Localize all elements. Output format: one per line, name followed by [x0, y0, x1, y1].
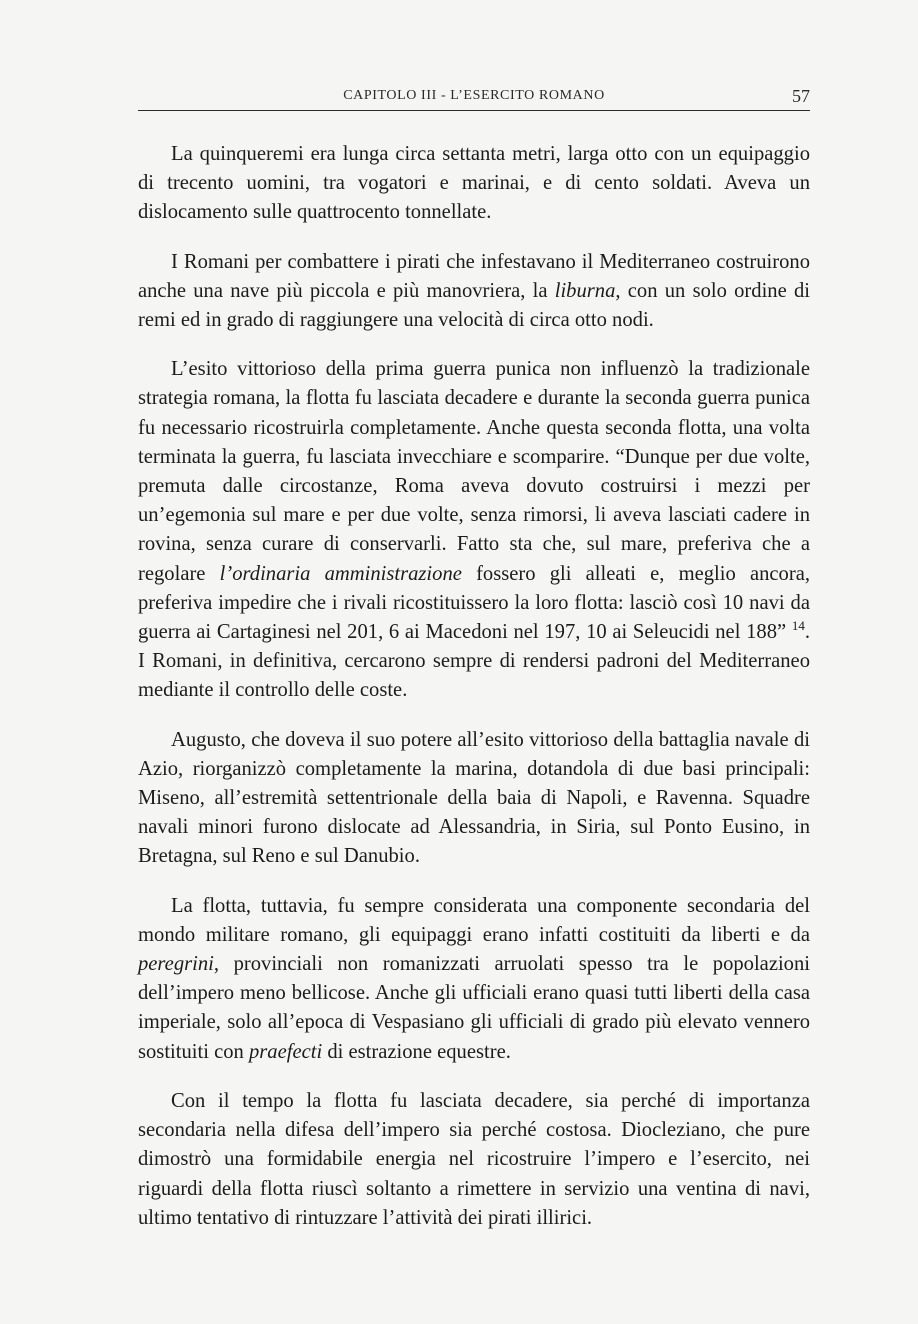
body-text [138, 140, 810, 1253]
paragraph-quinquereme [138, 140, 810, 228]
paragraph-text: Con il tempo la flotta fu lasciata decadere, sia perché di importanza secondaria nella difesa dell’impero sia perché costosa. Diocleziano, che pure dimostrò una formidabile energia nel ricostruire l’impero e l’esercito, nei riguardi della flotta riuscì soltanto a rimettere in servizio una ventina di navi, ultimo tentativo di rintuzzare l’attività dei pirati illirici. [138, 1089, 810, 1229]
paragraph-text: fossero gli alleati e, meglio ancora, preferiva impedire che i rivali ricostituissero la loro flotta: lasciò così 10 navi da guerra ai Cartaginesi nel 201, 6 ai Macedoni nel 197, 10 ai Seleucidi nel 188” [138, 562, 810, 644]
paragraph-augustus [138, 726, 810, 872]
paragraph-text: L’esito vittorioso della prima guerra punica non influenzò la tradizionale strategia romana, la flotta fu lasciata decadere e durante la seconda guerra punica fu necessario ricostruirla completamente. Anche questa seconda flotta, una volta terminata la guerra, fu lasciata invecchiare e scomparire. “Dunque per due volte, premuta dalle circostanze, Roma aveva dovuto costruirsi i mezzi per un’egemonia sul mare e per due volte, senza rimorsi, li aveva lasciati cadere in rovina, senza curare di conservarli. Fatto sta che, sul mare, preferiva che a regolare [138, 358, 810, 585]
paragraph-liburna [138, 248, 810, 336]
paragraph-text: di estrazione equestre. [322, 1040, 511, 1063]
paragraph-fleet-secondary [138, 892, 810, 1067]
chapter-title: CAPITOLO III - L’ESERCITO ROMANO [343, 88, 605, 103]
page-number: 57 [792, 86, 810, 106]
paragraph-text: . I Romani, in definitiva, cercarono sempre di rendersi padroni del Mediterraneo mediante il controllo delle coste. [138, 621, 810, 702]
paragraph-text: I Romani per combattere i pirati che infestavano il Mediterraneo costruirono anche una nave più piccola e più manovriera, la [138, 250, 810, 302]
paragraph-text: La flotta, tuttavia, fu sempre considerata una componente secondaria del mondo militare romano, gli equipaggi erano infatti costituiti da liberti e da [138, 894, 810, 946]
running-header [138, 86, 810, 111]
italic-term: liburna [554, 279, 616, 302]
paragraph-text: , con un solo ordine di remi ed in grado di raggiungere una velocità di circa otto nodi. [138, 279, 810, 332]
paragraph-text: , provinciali non romanizzati arruolati spesso tra le popolazioni dell’impero meno bellicose. Anche gli ufficiali erano quasi tutti liberti della casa imperiale, solo all’epoca di Vespasiano gli ufficiali di grado più elevato vennero sostituiti con [138, 953, 810, 1063]
italic-term: l’ordinaria amministrazione [219, 562, 462, 585]
paragraph-text: Augusto, che doveva il suo potere all’esito vittorioso della battaglia navale di Azio, riorganizzò completamente la marina, dotandola di due basi principali: Miseno, all’estremità settentrionale della baia di Napoli, e Ravenna. Squadre navali minori furono dislocate ad Alessandria, in Siria, sul Ponto Eusino, in Bretagna, sul Reno e sul Danubio. [138, 728, 810, 868]
footnote-marker: 14 [791, 618, 805, 634]
italic-term: peregrini [138, 953, 214, 976]
paragraph-punic-war [138, 355, 810, 705]
paragraph-text: La quinqueremi era lunga circa settanta metri, larga otto con un equipaggio di trecento uomini, tra vogatori e marinai, e di cento soldati. Aveva un dislocamento sulle quattrocento tonnellate. [138, 143, 810, 224]
paragraph-diocletian [138, 1087, 810, 1233]
italic-term: praefecti [248, 1040, 323, 1063]
